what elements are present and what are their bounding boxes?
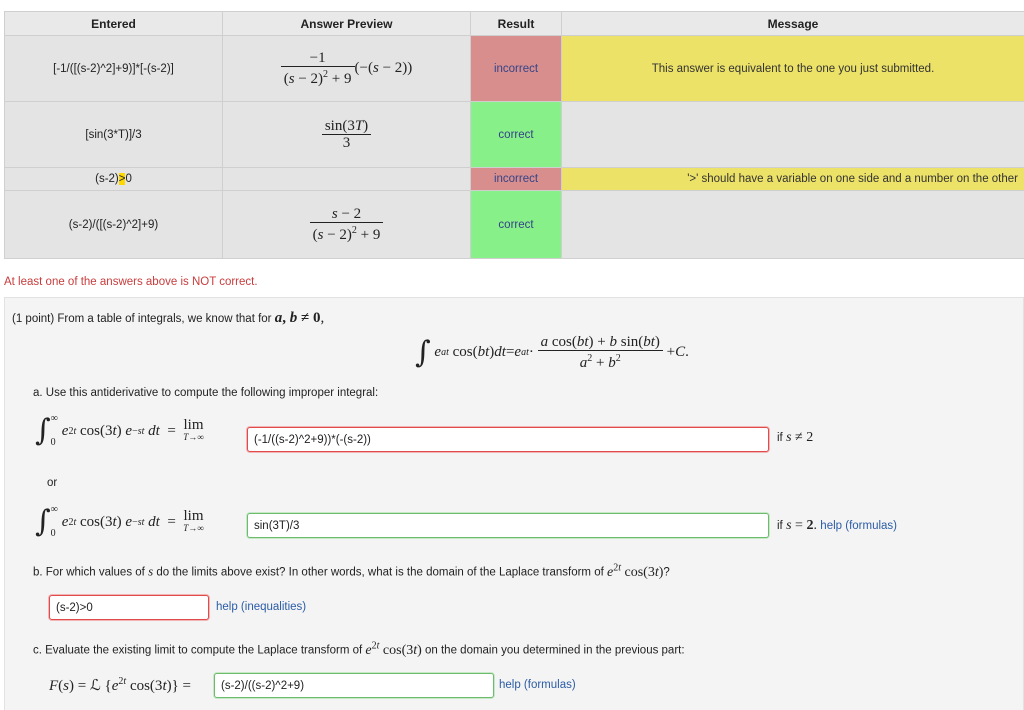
integral-a2: ∫ ∞ 0 e 2t cos(3 t ) e −st dt = lim T→∞ — [35, 504, 204, 539]
header-message: Message — [562, 12, 1024, 36]
header-entered: Entered — [5, 12, 223, 36]
entered-cell: [sin(3*T)]/3 — [5, 102, 223, 168]
part-c-text-post: on the domain you determined in the previous part: — [425, 644, 685, 657]
table-row — [5, 191, 1024, 259]
error-highlight: > — [118, 173, 126, 185]
table-row — [5, 102, 1024, 168]
problem-panel — [4, 297, 1024, 710]
entered-cell: (s-2)/([(s-2)^2]+9) — [5, 191, 223, 259]
if-label: if — [777, 520, 783, 532]
integral-a1: ∫ ∞ 0 e 2t cos(3 t ) e −st dt = lim T→∞ — [35, 413, 204, 448]
help-formulas-link[interactable]: help (formulas) — [820, 520, 897, 532]
laplace-label: F(s) = ℒ {$e^{2t}$ cos(3t)} = — [49, 676, 192, 694]
header-result: Result — [471, 12, 562, 36]
table-row — [5, 36, 1024, 102]
entered-cell: [-1/([(s-2)^2]+9)]*[-(s-2)] — [5, 36, 223, 102]
message-cell — [562, 191, 1024, 259]
part-a-text: a. Use this antiderivative to compute the following improper integral: — [33, 387, 379, 399]
answer-input-b[interactable] — [49, 595, 209, 620]
table-row — [5, 168, 1024, 191]
preview-cell — [223, 102, 471, 168]
message-cell: This answer is equivalent to the one you just submitted. — [562, 36, 1024, 102]
answer-preview-math: $\frac{\sin(3T)}{3}$ — [322, 118, 371, 151]
entered-text: (s-2) — [95, 173, 119, 185]
answer-preview-math: $\frac{-1}{(s - 2)^2 + 9}$ (−(s − 2)) — [281, 50, 413, 87]
result-cell: correct — [471, 102, 562, 168]
answer-input-a1[interactable] — [247, 427, 769, 452]
condition-a2: if s = 2. help (formulas) — [777, 518, 897, 533]
part-b-text-mid: do the limits above exist? In other words, what is the domain of the Laplace transform of — [156, 566, 604, 579]
intro-math: a, b ≠ 0, — [274, 310, 325, 326]
feedback-message: At least one of the answers above is NOT correct. — [4, 276, 258, 288]
part-c-text: c. Evaluate the existing limit to compute the Laplace transform of $e^{2t}$ cos(3t) on the domain you determined in the previous part: — [33, 640, 685, 658]
help-inequalities-link[interactable]: help (inequalities) — [216, 601, 307, 613]
part-b-text-pre: b. For which values of — [33, 566, 145, 579]
part-b-text: b. For which values of s do the limits above exist? In other words, what is the domain of the Laplace transform of $e^{2t}$ cos(3t)? — [33, 562, 670, 580]
or-label: or — [47, 477, 58, 489]
answer-input-c[interactable] — [214, 673, 494, 698]
help-formulas-link[interactable]: help (formulas) — [499, 679, 576, 691]
integral-formula: ∫ e at cos( bt ) dt = e at · $\frac{\text{a cos(bt) + b sin(bt)}}{a^2 + b^2}$ + C . — [415, 334, 689, 371]
entered-text: 0 — [125, 173, 132, 185]
part-c-text-pre: c. Evaluate the existing limit to compute the Laplace transform of — [33, 644, 363, 657]
results-table — [4, 11, 1024, 259]
result-cell: incorrect — [471, 168, 562, 191]
answer-preview-math: $\frac{s - 2}{(s - 2)^2 + 9}$ — [310, 206, 384, 243]
if-label: if — [777, 432, 783, 444]
preview-cell — [223, 168, 471, 191]
entered-cell — [5, 168, 223, 191]
message-cell — [562, 102, 1024, 168]
header-answer-preview: Answer Preview — [223, 12, 471, 36]
answer-input-a2[interactable] — [247, 513, 769, 538]
message-cell: '>' should have a variable on one side and a number on the other — [562, 168, 1024, 191]
table-header-row — [5, 12, 1024, 36]
preview-cell — [223, 191, 471, 259]
condition-a1: if s ≠ 2 — [777, 430, 814, 445]
problem-intro — [12, 310, 324, 327]
result-cell: correct — [471, 191, 562, 259]
result-cell: incorrect — [471, 36, 562, 102]
preview-cell — [223, 36, 471, 102]
intro-text: (1 point) From a table of integrals, we know that for — [12, 313, 272, 325]
